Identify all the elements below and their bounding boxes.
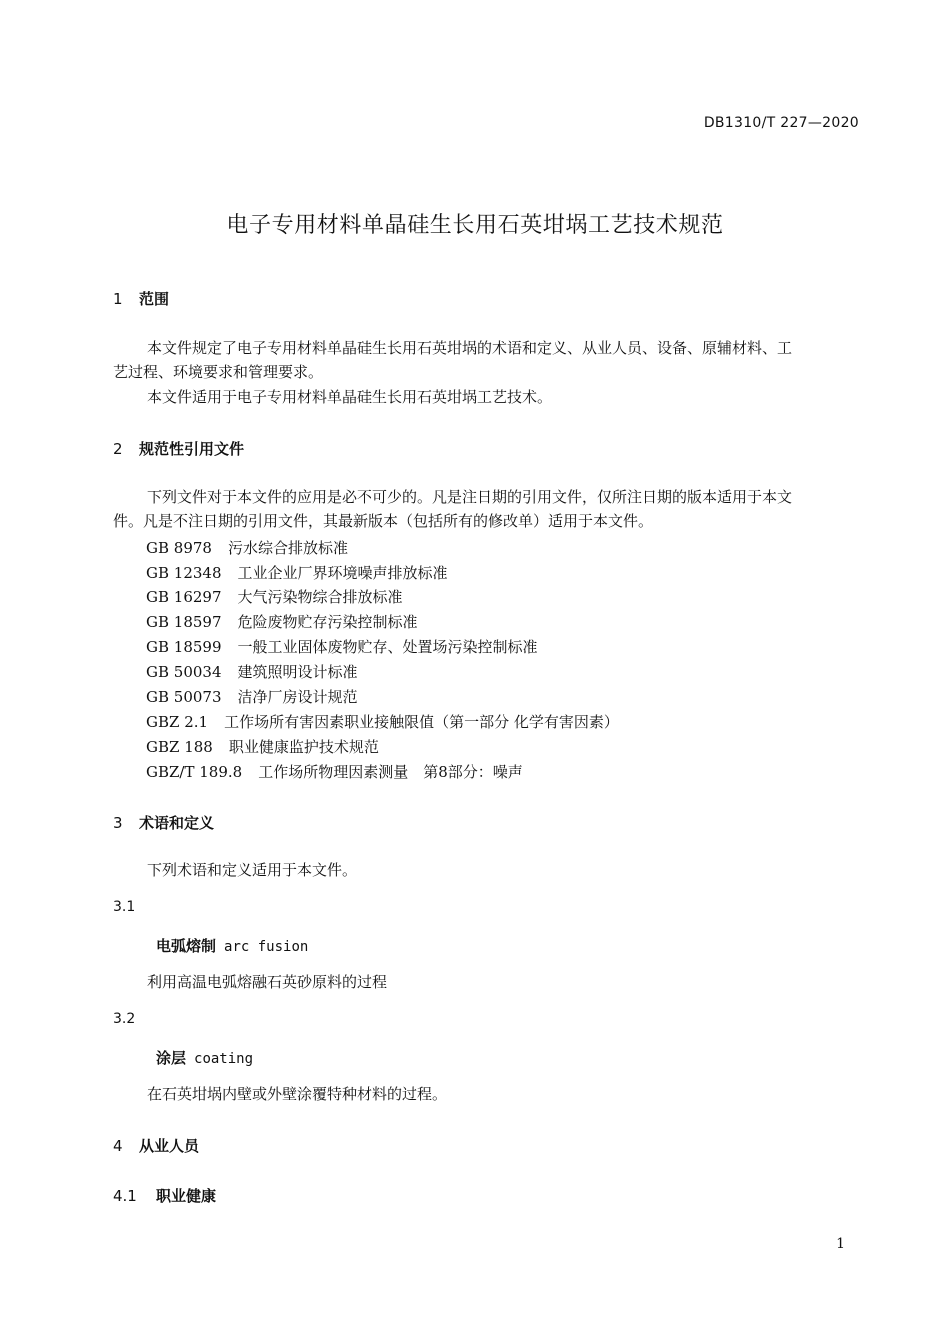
reference-item (146, 636, 538, 657)
reference-code: GBZ/T 189.8 (146, 763, 243, 781)
page-number: 1 (836, 1236, 845, 1252)
reference-item (146, 711, 619, 732)
reference-title: 洁净厂房设计规范 (237, 688, 358, 706)
section-4-heading (113, 1135, 199, 1156)
section-title: 范围 (139, 290, 170, 308)
subsection-title: 职业健康 (156, 1187, 217, 1205)
term-number: 3.1 (113, 899, 136, 915)
reference-item (146, 611, 418, 632)
term-number: 3.2 (113, 1011, 136, 1027)
reference-item (146, 761, 523, 782)
reference-item (146, 686, 358, 707)
reference-item (146, 586, 403, 607)
section-1-para-1-line-1: 本文件规定了电子专用材料单晶硅生长用石英坩埚的术语和定义、从业人员、设备、原辅材料、工 (147, 339, 793, 357)
reference-item (146, 661, 358, 682)
reference-item (146, 562, 448, 583)
section-1-para-1-line-2: 艺过程、环境要求和管理要求。 (113, 363, 324, 381)
reference-title: 职业健康监护技术规范 (228, 738, 379, 756)
reference-code: GB 16297 (146, 588, 222, 606)
reference-title: 工作场所物理因素测量 第8部分：噪声 (258, 763, 523, 781)
reference-title: 污水综合排放标准 (227, 539, 348, 557)
reference-item (146, 736, 379, 757)
subsection-number: 4.1 (113, 1187, 137, 1205)
document-title: 电子专用材料单晶硅生长用石英坩埚工艺技术规范 (226, 213, 724, 238)
reference-title: 一般工业固体废物贮存、处置场污染控制标准 (237, 638, 538, 656)
section-2-intro-line-1: 下列文件对于本文件的应用是必不可少的。凡是注日期的引用文件，仅所注日期的版本适用于本文 (147, 488, 793, 506)
reference-title: 工业企业厂界环境噪声排放标准 (237, 564, 448, 582)
section-number: 3 (113, 814, 123, 832)
reference-title: 工作场所有害因素职业接触限值（第一部分 化学有害因素） (224, 713, 619, 731)
section-3-intro: 下列术语和定义适用于本文件。 (147, 861, 358, 879)
reference-code: GB 8978 (146, 539, 212, 557)
section-1-heading (113, 288, 169, 309)
section-1-para-2: 本文件适用于电子专用材料单晶硅生长用石英坩埚工艺技术。 (147, 388, 553, 406)
section-title: 规范性引用文件 (139, 440, 245, 458)
term-entry (156, 1047, 253, 1068)
term-definition: 在石英坩埚内壁或外壁涂覆特种材料的过程。 (147, 1085, 448, 1103)
term-chinese: 电弧熔制 (156, 937, 217, 955)
section-2-intro-line-2: 件。凡是不注日期的引用文件，其最新版本（包括所有的修改单）适用于本文件。 (113, 512, 654, 530)
section-number: 4 (113, 1137, 123, 1155)
document-id: DB1310/T 227—2020 (703, 115, 859, 131)
reference-code: GBZ 2.1 (146, 713, 209, 731)
section-number: 1 (113, 290, 123, 308)
reference-code: GB 12348 (146, 564, 222, 582)
reference-code: GB 50034 (146, 663, 222, 681)
section-2-heading (113, 438, 244, 459)
reference-code: GB 50073 (146, 688, 222, 706)
term-english: coating (194, 1051, 254, 1067)
reference-title: 危险废物贮存污染控制标准 (237, 613, 418, 631)
term-definition: 利用高温电弧熔融石英砂原料的过程 (147, 973, 388, 991)
reference-item (146, 537, 348, 558)
term-english: arc fusion (224, 939, 309, 955)
subsection-4-1-heading (113, 1185, 216, 1206)
section-3-heading (113, 812, 214, 833)
reference-title: 大气污染物综合排放标准 (237, 588, 403, 606)
reference-title: 建筑照明设计标准 (237, 663, 358, 681)
term-entry (156, 935, 308, 956)
reference-code: GBZ 188 (146, 738, 213, 756)
reference-code: GB 18597 (146, 613, 222, 631)
reference-code: GB 18599 (146, 638, 222, 656)
section-number: 2 (113, 440, 123, 458)
term-chinese: 涂层 (156, 1049, 187, 1067)
section-title: 术语和定义 (139, 814, 215, 832)
section-title: 从业人员 (139, 1137, 200, 1155)
